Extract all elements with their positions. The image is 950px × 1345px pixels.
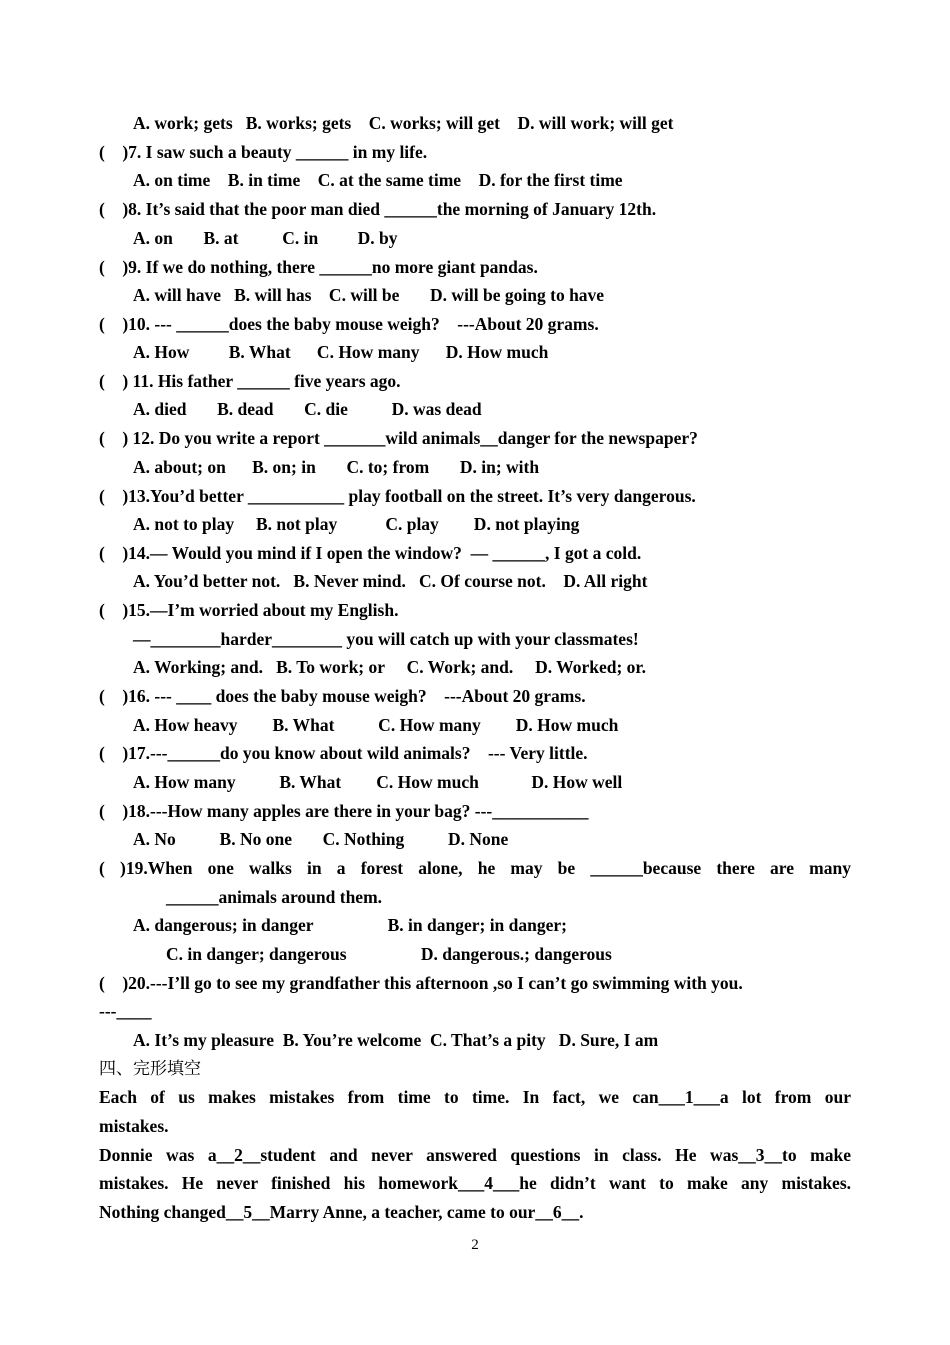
q17-options: A. How many B. What C. How much D. How well [133, 772, 623, 792]
section-heading-cloze: 四、完形填空 [99, 1059, 201, 1079]
page-number: 2 [471, 1237, 479, 1253]
question-12: ( ) 12. Do you write a report _______wild animals__danger for the newspaper? [99, 428, 698, 448]
question-10: ( )10. --- ______does the baby mouse weigh? ---About 20 grams. [99, 314, 599, 334]
q18-options: A. No B. No one C. Nothing D. None [133, 829, 509, 849]
passage-line: Donnie was a__2__student and never answered questions in class. He was__3__to make [99, 1145, 851, 1165]
q10-options: A. How B. What C. How many D. How much [133, 342, 549, 362]
question-14: ( )14.— Would you mind if I open the window? — ______, I got a cold. [99, 543, 642, 563]
question-18: ( )18.---How many apples are there in your bag? ---___________ [99, 801, 589, 821]
question-8: ( )8. It’s said that the poor man died ______the morning of January 12th. [99, 199, 657, 219]
q9-options: A. will have B. will has C. will be D. will be going to have [133, 285, 605, 305]
q19-options-ab: A. dangerous; in danger B. in danger; in danger; [133, 915, 567, 935]
q13-options: A. not to play B. not play C. play D. not playing [133, 514, 580, 534]
question-17: ( )17.---______do you know about wild animals? --- Very little. [99, 743, 588, 763]
passage-line: Each of us makes mistakes from time to time. In fact, we can___1___a lot from our [99, 1087, 851, 1107]
passage-line: Nothing changed__5__Marry Anne, a teacher, came to our__6__. [99, 1202, 584, 1222]
q8-options: A. on B. at C. in D. by [133, 228, 398, 248]
q16-options: A. How heavy B. What C. How many D. How much [133, 715, 619, 735]
q19-continuation: ______animals around them. [166, 887, 383, 907]
q19-options-cd: C. in danger; dangerous D. dangerous.; dangerous [166, 944, 612, 964]
question-15: ( )15.—I’m worried about my English. [99, 600, 399, 620]
passage-line: mistakes. He never finished his homework___4___he didn’t want to make any mistakes. [99, 1173, 851, 1193]
question-13: ( )13.You’d better ___________ play football on the street. It’s very dangerous. [99, 486, 696, 506]
question-19: ( )19.When one walks in a forest alone, he may be ______because there are many [99, 858, 851, 878]
q11-options: A. died B. dead C. die D. was dead [133, 399, 482, 419]
q12-options: A. about; on B. on; in C. to; from D. in; with [133, 457, 540, 477]
question-11: ( ) 11. His father ______ five years ago. [99, 371, 401, 391]
q6-options: A. work; gets B. works; gets C. works; will get D. will work; will get [133, 113, 674, 133]
question-9: ( )9. If we do nothing, there ______no more giant pandas. [99, 257, 538, 277]
question-16: ( )16. --- ____ does the baby mouse weigh? ---About 20 grams. [99, 686, 586, 706]
q20-response: ---____ [99, 1001, 152, 1021]
question-20: ( )20.---I’ll go to see my grandfather this afternoon ,so I can’t go swimming with you. [99, 973, 743, 993]
q20-options: A. It’s my pleasure B. You’re welcome C. That’s a pity D. Sure, I am [133, 1030, 659, 1050]
passage-line: mistakes. [99, 1116, 169, 1136]
q14-options: A. You’d better not. B. Never mind. C. Of course not. D. All right [133, 571, 648, 591]
q7-options: A. on time B. in time C. at the same time D. for the first time [133, 170, 623, 190]
question-7: ( )7. I saw such a beauty ______ in my life. [99, 142, 428, 162]
q15-options: A. Working; and. B. To work; or C. Work; and. D. Worked; or. [133, 657, 646, 677]
q15-response: —________harder________ you will catch up with your classmates! [133, 629, 639, 649]
